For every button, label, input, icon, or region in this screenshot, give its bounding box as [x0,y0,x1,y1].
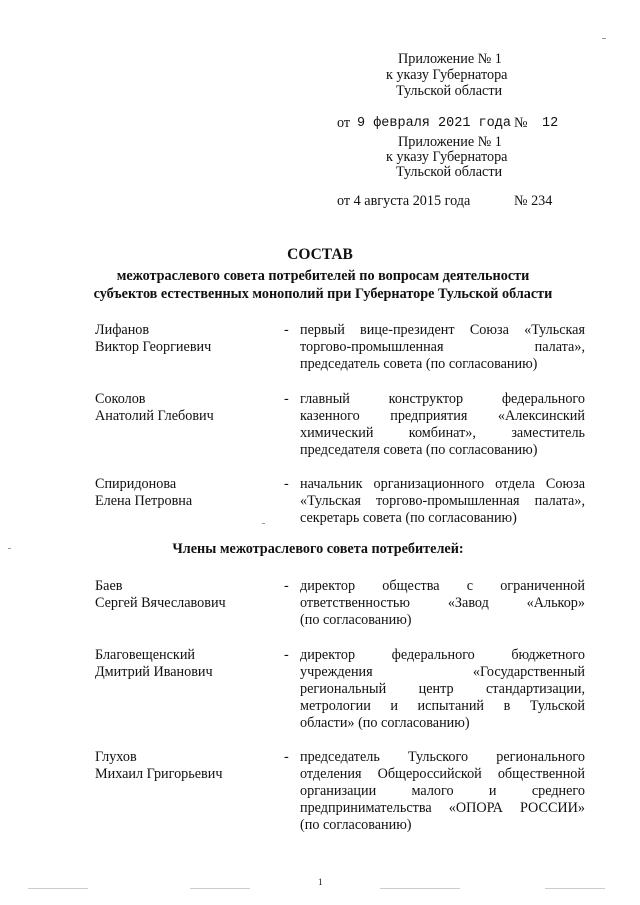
original-decree-date: от 4 августа 2015 года [337,193,471,209]
appendix-region-line: Тульской области [396,164,503,180]
dash-separator: - [284,647,289,663]
amendment-number: 12 [542,116,559,131]
appendix-label: Приложение № 1 [398,134,502,150]
dash-separator: - [284,322,289,338]
scan-speck [602,38,606,39]
member-given-name: Виктор Георгиевич [95,339,212,355]
dash-separator: - [284,391,289,407]
scan-speck [380,888,460,889]
document-subtitle-line2: субъектов естественных монополий при Губернаторе Тульской области [93,286,553,302]
original-decree-number: № 234 [514,193,553,209]
appendix-decree-line: к указу Губернатора [386,67,508,83]
member-given-name: Елена Петровна [95,493,193,509]
appendix-label: Приложение № 1 [398,51,502,67]
scan-speck [190,888,250,889]
member-position: начальник организационного отдела Союза «Тульская торгово-промышленная палата», секретарь совета (по согласованию) [300,476,585,526]
member-given-name: Сергей Вячеславович [95,595,226,611]
page-number: 1 [318,877,323,887]
scan-speck [8,548,11,549]
dash-separator: - [284,476,289,492]
amendment-date: 9 февраля 2021 года [357,116,511,131]
scan-speck [28,888,88,889]
dash-separator: - [284,578,289,594]
member-given-name: Анатолий Глебович [95,408,214,424]
member-given-name: Михаил Григорьевич [95,766,223,782]
amendment-no-sign: № [514,115,528,131]
appendix-decree-line: к указу Губернатора [386,149,508,165]
scan-speck [262,523,265,524]
member-surname: Благовещенский [95,647,195,663]
member-surname: Глухов [95,749,137,765]
document-title: СОСТАВ [287,246,353,263]
member-position: главный конструктор федерального казенного предприятия «Алексинский химический комбинат», заместитель председателя совета (по согласованию) [300,391,585,458]
member-position: директор общества с ограниченной ответственностью «Завод «Алькор» (по согласованию) [300,578,585,628]
member-given-name: Дмитрий Иванович [95,664,213,680]
member-surname: Соколов [95,391,146,407]
scan-speck [545,888,605,889]
members-section-heading: Члены межотраслевого совета потребителей: [172,541,464,557]
member-position: директор федерального бюджетного учреждения «Государственный региональный центр стандартизации, метрологии и испытаний в Тульской области» (по согласованию) [300,647,585,731]
dash-separator: - [284,749,289,765]
member-position: председатель Тульского регионального отделения Общероссийской общественной организации малого и среднего предпринимательства «ОПОРА РОССИИ» (по согласованию) [300,749,585,833]
document-subtitle-line1: межотраслевого совета потребителей по вопросам деятельности [116,268,530,284]
amendment-from: от [337,115,351,131]
appendix-region-line: Тульской области [396,83,503,99]
member-position: первый вице-президент Союза «Тульская торгово-промышленная палата», председатель совета (по согласованию) [300,322,585,372]
member-surname: Лифанов [95,322,150,338]
member-surname: Баев [95,578,123,594]
member-surname: Спиридонова [95,476,177,492]
